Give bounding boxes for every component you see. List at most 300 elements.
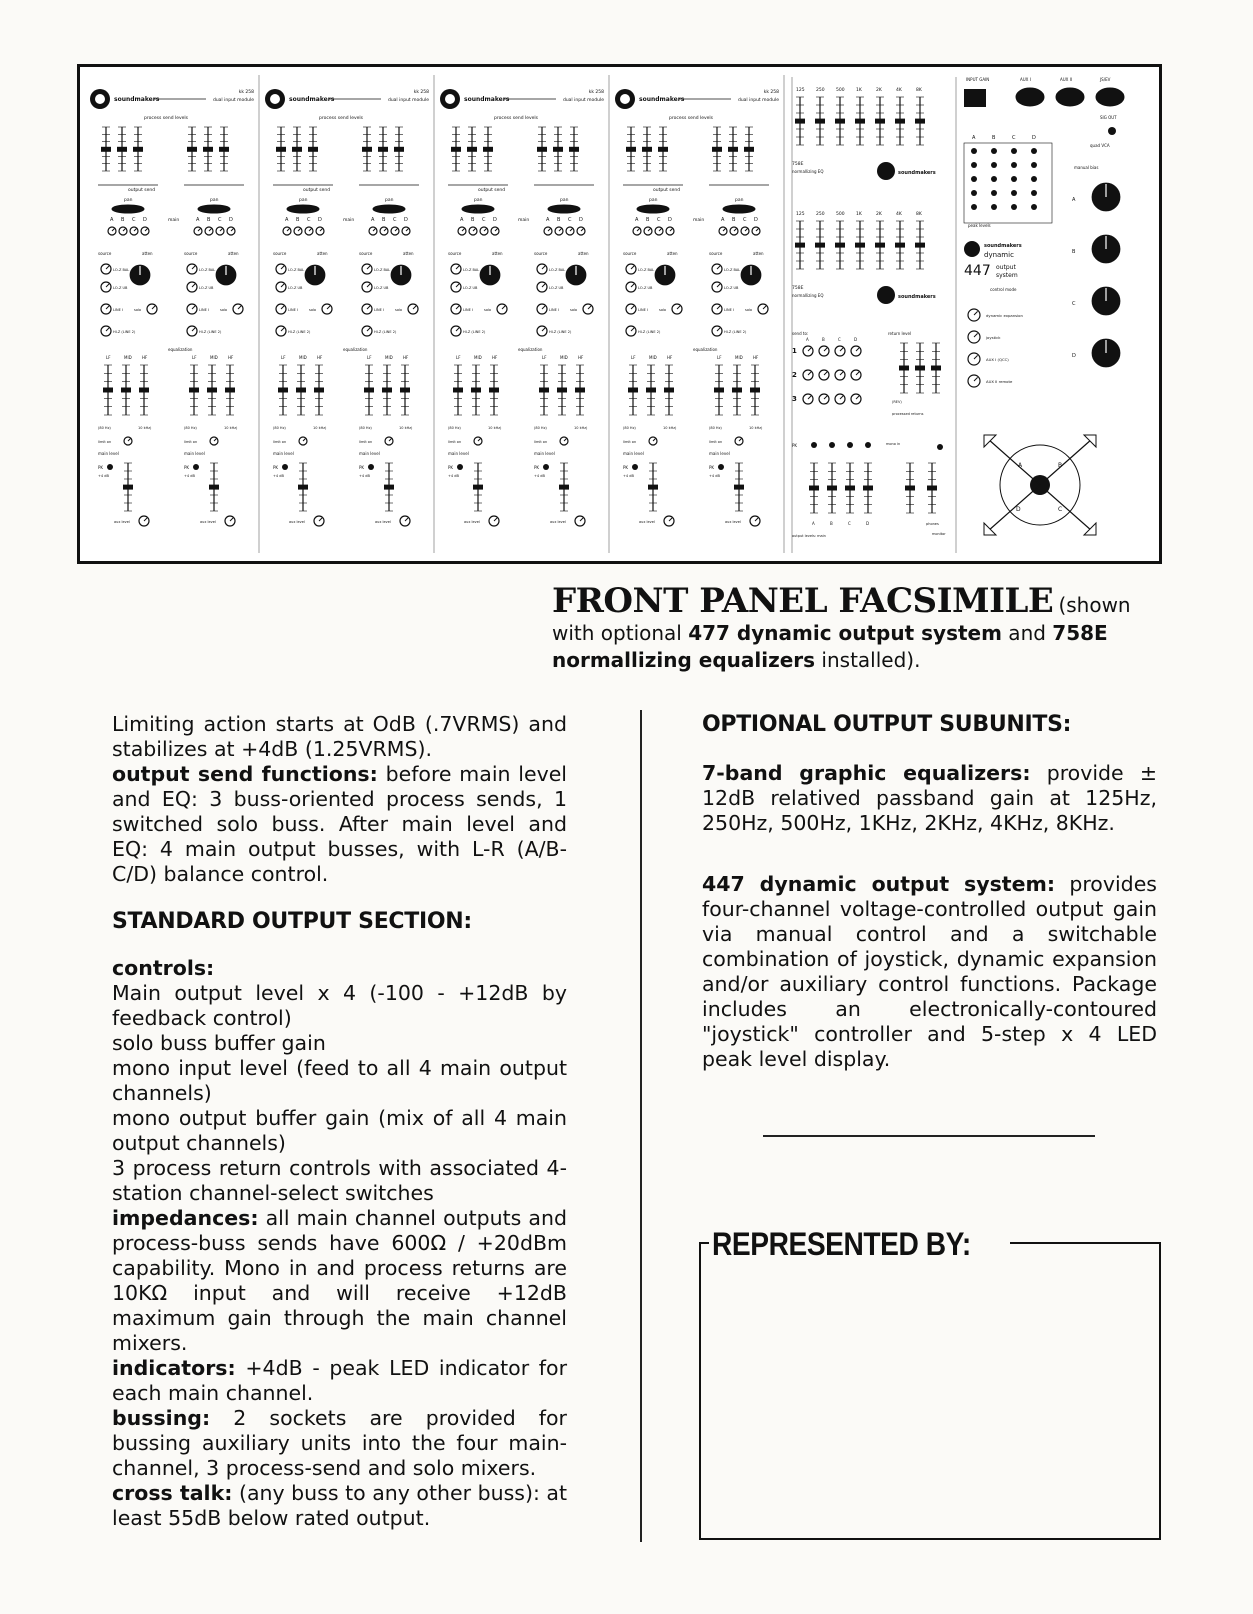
hi-z-label: HI-Z (LINE 2) (638, 330, 661, 334)
output-send-label: output send (653, 188, 681, 193)
signature-rule (763, 1135, 1095, 1137)
return-fader-cap (931, 366, 941, 371)
plus4db-label: +4 dB (273, 474, 284, 478)
eq-fader-cap (225, 388, 235, 393)
joystick-label-c: C (1058, 506, 1063, 513)
controls-item: solo buss buffer gain (112, 1031, 326, 1055)
eq-band-label: MID (299, 355, 307, 360)
eq-band-label: MID (385, 355, 393, 360)
bus-letter: A (546, 217, 550, 223)
output-letter: C (848, 521, 851, 526)
pk-label: PK (534, 465, 540, 470)
atten-label: atten (317, 251, 328, 256)
peak-led-icon (1031, 204, 1037, 210)
eq-freq-label: 125 (796, 212, 805, 217)
peak-led-icon (457, 464, 463, 470)
js-ev-label: JS/EV (1100, 77, 1111, 82)
main-label: main (343, 218, 355, 223)
bus-letter: C (743, 217, 747, 223)
module-desc: dual input module (212, 98, 254, 103)
peak-led-icon (1031, 176, 1037, 182)
peak-led-icon (543, 464, 549, 470)
eq-freq-label: 4K (896, 88, 902, 93)
bussing-paragraph (112, 1406, 567, 1481)
soundmakers-logo-icon (877, 286, 895, 304)
eq-fader-cap (139, 388, 149, 393)
standard-output-heading: STANDARD OUTPUT SECTION: (112, 909, 472, 934)
eq-fader-cap (750, 388, 760, 393)
main-level-label: main level (184, 451, 205, 456)
monitor-label: monitor (932, 532, 946, 536)
bus-letter: C (132, 217, 136, 223)
pan-label: pan (385, 198, 394, 203)
caption-line-3 (552, 647, 1172, 674)
process-send-label: process send levels (669, 116, 714, 121)
line1-label: LINE I (199, 308, 209, 312)
bus-letter: A (110, 217, 114, 223)
limit-on-label: limit on (273, 440, 287, 444)
bus-letter: C (307, 217, 311, 223)
bus-letter: B (207, 217, 211, 223)
module-brand: soundmakers (289, 96, 335, 103)
main-level-fader-cap (209, 485, 219, 490)
soundmakers-logo-icon (964, 241, 980, 257)
output-send-label: output send (128, 188, 156, 193)
eq-name-label: normallizing EQ (792, 293, 824, 298)
sig-out-jack-icon (1108, 127, 1116, 135)
process-send-fader-cap (276, 147, 286, 152)
main-level-fader-cap (298, 485, 308, 490)
eq-range-low: (80 Hz) (534, 426, 547, 430)
eq-band-label: LF (631, 355, 636, 360)
lo-z-bal-label: LO-Z BAL (288, 268, 305, 272)
main-level-fader-cap (734, 485, 744, 490)
output-fader-cap (863, 486, 873, 491)
process-send-fader-cap (658, 147, 668, 152)
peak-led-icon (829, 442, 835, 448)
limit-on-label: limit on (534, 440, 548, 444)
process-number: 1 (792, 347, 797, 355)
bus-letter: D (229, 217, 233, 223)
pk-label: PK (273, 465, 279, 470)
caption-shown: (shown (1058, 593, 1131, 617)
column-divider (640, 710, 642, 1542)
lo-z-bal-label: LO-Z BAL (463, 268, 480, 272)
process-send-fader-cap (308, 147, 318, 152)
hi-z-label: HI-Z (LINE 2) (724, 330, 747, 334)
atten-label: atten (667, 251, 678, 256)
eq-fader-cap (557, 388, 567, 393)
soundmakers-logo-inner-icon (270, 94, 280, 104)
bus-letter: B (382, 217, 386, 223)
eq-band-label: LF (367, 355, 372, 360)
input-gain-label: INPUT GAIN (966, 77, 990, 82)
graphic-eq-fader-cap (895, 243, 905, 248)
return-level-label: return level (888, 331, 912, 336)
source-label: source (273, 251, 287, 256)
plus4db-label: +4 dB (184, 474, 195, 478)
main-level-fader-cap (648, 485, 658, 490)
pan-knob-icon (548, 205, 580, 213)
aux-connector-icon (1096, 88, 1124, 106)
limiting-paragraph: Limiting action starts at OdB (.7VRMS) and stabilizes at +4dB (1.25VRMS). (112, 712, 567, 761)
bus-letter: C (218, 217, 222, 223)
bus-letter: A (285, 217, 289, 223)
vca-letter: D (1072, 353, 1076, 359)
control-mode-label: joystick (986, 335, 1001, 340)
eq-freq-label: 8K (916, 212, 922, 217)
module-desc: dual input module (387, 98, 429, 103)
peak-led-icon (991, 204, 997, 210)
controls-label (112, 956, 567, 981)
process-send-fader-cap (642, 147, 652, 152)
pan-knob-icon (637, 205, 669, 213)
send-letter: C (838, 337, 841, 342)
eq-range-low: (80 Hz) (184, 426, 197, 430)
indicators-paragraph (112, 1356, 567, 1406)
aux-level-label: aux level (289, 520, 305, 524)
process-send-fader-cap (467, 147, 477, 152)
line1-label: LINE I (638, 308, 648, 312)
pan-label: pan (560, 198, 569, 203)
peak-column-letter: C (1012, 135, 1016, 141)
eq-fader-cap (714, 388, 724, 393)
lo-z-ub-label: LO-Z UB (113, 286, 128, 290)
controls-label-text: controls: (112, 956, 215, 980)
aux-connector-icon (1056, 88, 1084, 106)
control-mode-label: AUX II remote (986, 379, 1013, 384)
main-level-label: main level (534, 451, 555, 456)
atten-label: atten (492, 251, 503, 256)
eq-range-high: 10 kHz) (488, 426, 502, 430)
source-label: source (448, 251, 462, 256)
left-column (112, 712, 567, 1531)
main-level-label: main level (623, 451, 644, 456)
peak-led-icon (1011, 204, 1017, 210)
peak-led-icon (718, 464, 724, 470)
mono-in-label: mono in (886, 442, 901, 446)
peak-led-icon (865, 442, 871, 448)
process-send-fader-cap (553, 147, 563, 152)
dynamic-output-paragraph (702, 872, 1157, 1072)
eq-fader-cap (628, 388, 638, 393)
process-send-fader-cap (483, 147, 493, 152)
impedances-label: impedances: (112, 1206, 259, 1230)
eq-band-label: HF (142, 355, 148, 360)
limit-on-label: limit on (98, 440, 112, 444)
main-level-label: main level (273, 451, 294, 456)
eq-fader-cap (314, 388, 324, 393)
pan-knob-icon (198, 205, 230, 213)
eq-freq-label: 500 (836, 212, 845, 217)
eq-range-high: 10 kHz) (663, 426, 677, 430)
eq-band-label: LF (717, 355, 722, 360)
solo-label: solo (395, 308, 403, 312)
graphic-eq-fader-cap (895, 119, 905, 124)
plus4db-label: +4 dB (534, 474, 545, 478)
eq-fader-cap (489, 388, 499, 393)
eq-fader-cap (207, 388, 217, 393)
output-levels-label: output levels: main (792, 534, 826, 538)
eq-range-high: 10 kHz) (749, 426, 763, 430)
output-send-label: output send (303, 188, 331, 193)
hi-z-label: HI-Z (LINE 2) (374, 330, 397, 334)
process-send-fader-cap (569, 147, 579, 152)
bus-letter: C (482, 217, 486, 223)
limit-on-label: limit on (709, 440, 723, 444)
atten-label: atten (142, 251, 153, 256)
main-label: main (518, 218, 530, 223)
source-label: source (184, 251, 198, 256)
lo-z-bal-label: LO-Z BAL (374, 268, 391, 272)
pk-label: PK (709, 465, 715, 470)
eq-fader-cap (400, 388, 410, 393)
line1-label: LINE I (288, 308, 298, 312)
eq-band-label: MID (735, 355, 743, 360)
peak-led-icon (811, 442, 817, 448)
eq-band-label: HF (578, 355, 584, 360)
dynamic-output-text: provides four-channel voltage-controlled output gain via manual control and a switchable combination of joystick, dynamic expansion and/or auxiliary control functions. Package includes an electronically-contoured "joystick" controller and 5-step x 4 LED peak level display. (702, 872, 1157, 1071)
peak-led-icon (1031, 190, 1037, 196)
plus4db-label: +4 dB (448, 474, 459, 478)
eq-fader-cap (664, 388, 674, 393)
bus-letter: B (557, 217, 561, 223)
dyn-system: system (996, 272, 1018, 279)
plus4db-label: +4 dB (709, 474, 720, 478)
eq-model-label: 758E (792, 286, 804, 291)
peak-led-icon (107, 464, 113, 470)
aux-level-label: aux level (114, 520, 130, 524)
peak-led-icon (1031, 162, 1037, 168)
solo-label: solo (659, 308, 667, 312)
phones-monitor-fader-cap (927, 486, 937, 491)
graphic-eq-fader-cap (875, 243, 885, 248)
eq-fader-cap (732, 388, 742, 393)
output-letter: D (866, 521, 870, 526)
hi-z-label: HI-Z (LINE 2) (463, 330, 486, 334)
caption-text: and (1001, 621, 1053, 645)
output-fader-cap (845, 486, 855, 491)
send-letter: B (822, 337, 825, 342)
peak-led-icon (971, 176, 977, 182)
return-fader-cap (899, 366, 909, 371)
module-model: kk 258 (413, 90, 429, 95)
controls-item: mono input level (feed to all 4 main output channels) (112, 1056, 567, 1105)
peak-led-icon (282, 464, 288, 470)
peak-led-icon (1031, 148, 1037, 154)
eq-fader-cap (189, 388, 199, 393)
output-letter: B (830, 521, 833, 526)
eq-freq-label: 4K (896, 212, 902, 217)
bus-letter: B (732, 217, 736, 223)
eq-range-high: 10 kHz) (574, 426, 588, 430)
quad-vca-label: quad VCA (1090, 143, 1110, 148)
graphic-eq-fader-cap (855, 243, 865, 248)
module-desc: dual input module (562, 98, 604, 103)
pk-label: PK (98, 465, 104, 470)
eq-band-label: HF (317, 355, 323, 360)
atten-label: atten (578, 251, 589, 256)
solo-label: solo (484, 308, 492, 312)
process-send-fader-cap (117, 147, 127, 152)
peak-led-icon (847, 442, 853, 448)
peak-display-frame (964, 143, 1052, 223)
eq-range-high: 10 kHz) (138, 426, 152, 430)
caption-bold: 477 dynamic output system (688, 621, 1002, 645)
bus-letter: C (657, 217, 661, 223)
eq-fader-cap (539, 388, 549, 393)
graphic-eq-text: provide ± 12dB relatived passband gain at 125Hz, 250Hz, 500Hz, 1KHz, 2KHz, 4KHz, 8KHz. (702, 761, 1157, 835)
solo-label: solo (570, 308, 578, 312)
eq-range-low: (80 Hz) (623, 426, 636, 430)
eq-freq-label: 8K (916, 88, 922, 93)
aux-level-label: aux level (464, 520, 480, 524)
graphic-eq-label: 7-band graphic equalizers: (702, 761, 1031, 785)
source-label: source (98, 251, 112, 256)
eq-range-low: (80 Hz) (359, 426, 372, 430)
pan-knob-icon (112, 205, 144, 213)
pk-label: PK (792, 443, 798, 448)
process-send-fader-cap (203, 147, 213, 152)
pan-label: pan (649, 198, 658, 203)
controls-item: mono output buffer gain (mix of all 4 main output channels) (112, 1106, 567, 1155)
optional-subunits-heading: OPTIONAL OUTPUT SUBUNITS: (702, 712, 1072, 737)
process-send-fader-cap (362, 147, 372, 152)
peak-led-icon (971, 162, 977, 168)
peak-led-icon (632, 464, 638, 470)
output-send-paragraph (112, 762, 567, 887)
bus-letter: D (143, 217, 147, 223)
module-desc: dual input module (737, 98, 779, 103)
eq-band-label: LF (192, 355, 197, 360)
bussing-text: 2 sockets are provided for bussing auxiliary units into the four main-channel, 3 process-send and solo mixers. (112, 1406, 567, 1480)
limit-on-label: limit on (448, 440, 462, 444)
eq-band-label: MID (474, 355, 482, 360)
hi-z-label: HI-Z (LINE 2) (199, 330, 222, 334)
eq-band-label: HF (667, 355, 673, 360)
crosstalk-text: (any buss to any other buss): at least 55dB below rated output. (112, 1481, 567, 1530)
eq-fader-cap (382, 388, 392, 393)
eq-brand: soundmakers (898, 294, 936, 300)
control-mode-label: dynamic expansion (986, 313, 1023, 318)
eq-band-label: MID (210, 355, 218, 360)
bus-letter: A (371, 217, 375, 223)
graphic-eq-fader-cap (855, 119, 865, 124)
graphic-eq-paragraph (702, 761, 1157, 836)
process-send-label: process send levels (494, 116, 539, 121)
equalization-label: equalization (693, 347, 718, 352)
aux2-label: AUX II (1060, 77, 1073, 82)
eq-band-label: LF (281, 355, 286, 360)
atten-label: atten (753, 251, 764, 256)
main-level-fader-cap (473, 485, 483, 490)
peak-led-icon (991, 176, 997, 182)
aux-level-label: aux level (550, 520, 566, 524)
caption-title: FRONT PANEL FACSIMILE (552, 581, 1054, 621)
graphic-eq-fader-cap (815, 119, 825, 124)
eq-range-low: (80 Hz) (98, 426, 111, 430)
processed-returns-label: processed returns (892, 412, 924, 416)
peak-led-icon (193, 464, 199, 470)
equalization-label: equalization (168, 347, 193, 352)
bus-letter: A (635, 217, 639, 223)
lo-z-ub-label: LO-Z UB (638, 286, 653, 290)
bus-letter: D (668, 217, 672, 223)
lo-z-bal-label: LO-Z BAL (199, 268, 216, 272)
panel-caption (552, 581, 1172, 674)
input-jack-icon (964, 89, 986, 107)
process-number: 3 (792, 395, 797, 403)
atten-label: atten (403, 251, 414, 256)
module-model: kk 258 (238, 90, 254, 95)
source-label: source (709, 251, 723, 256)
eq-fader-cap (103, 388, 113, 393)
eq-freq-label: 1K (856, 212, 862, 217)
atten-label: atten (228, 251, 239, 256)
pan-label: pan (299, 198, 308, 203)
vca-letter: A (1072, 197, 1076, 203)
plus4db-label: +4 dB (623, 474, 634, 478)
soundmakers-logo-inner-icon (620, 94, 630, 104)
aux-level-label: aux level (200, 520, 216, 524)
line1-label: LINE I (374, 308, 384, 312)
eq-freq-label: 2K (876, 212, 882, 217)
joystick-label-d: D (1016, 506, 1021, 513)
eq-band-label: MID (124, 355, 132, 360)
eq-band-label: HF (403, 355, 409, 360)
dynamic-output-label: 447 dynamic output system: (702, 872, 1056, 896)
eq-freq-label: 1K (856, 88, 862, 93)
lo-z-ub-label: LO-Z UB (724, 286, 739, 290)
output-fader-cap (809, 486, 819, 491)
process-send-label: process send levels (319, 116, 364, 121)
lo-z-bal-label: LO-Z BAL (638, 268, 655, 272)
process-send-fader-cap (378, 147, 388, 152)
rev-label: (REV) (892, 400, 902, 404)
peak-led-icon (991, 148, 997, 154)
eq-band-label: LF (456, 355, 461, 360)
process-send-label: process send levels (144, 116, 189, 121)
process-number: 2 (792, 371, 797, 379)
graphic-eq-fader-cap (835, 243, 845, 248)
process-send-fader-cap (133, 147, 143, 152)
hi-z-label: HI-Z (LINE 2) (288, 330, 311, 334)
eq-fader-cap (453, 388, 463, 393)
pk-label: PK (359, 465, 365, 470)
pan-label: pan (474, 198, 483, 203)
line1-label: LINE I (724, 308, 734, 312)
main-label: main (168, 218, 180, 223)
eq-range-high: 10 kHz) (313, 426, 327, 430)
phones-monitor-fader-cap (905, 486, 915, 491)
dyn-model: 447 (964, 263, 991, 279)
process-send-fader-cap (744, 147, 754, 152)
graphic-eq-fader-cap (835, 119, 845, 124)
module-model: kk 258 (763, 90, 779, 95)
bus-letter: D (579, 217, 583, 223)
return-fader-cap (915, 366, 925, 371)
main-level-label: main level (709, 451, 730, 456)
peak-led-icon (971, 190, 977, 196)
aux-level-label: aux level (639, 520, 655, 524)
source-label: source (623, 251, 637, 256)
eq-band-label: MID (649, 355, 657, 360)
eq-range-high: 10 kHz) (399, 426, 413, 430)
peak-led-icon (1011, 176, 1017, 182)
peak-led-icon (368, 464, 374, 470)
process-send-fader-cap (219, 147, 229, 152)
box-top-edge-left (699, 1242, 709, 1244)
